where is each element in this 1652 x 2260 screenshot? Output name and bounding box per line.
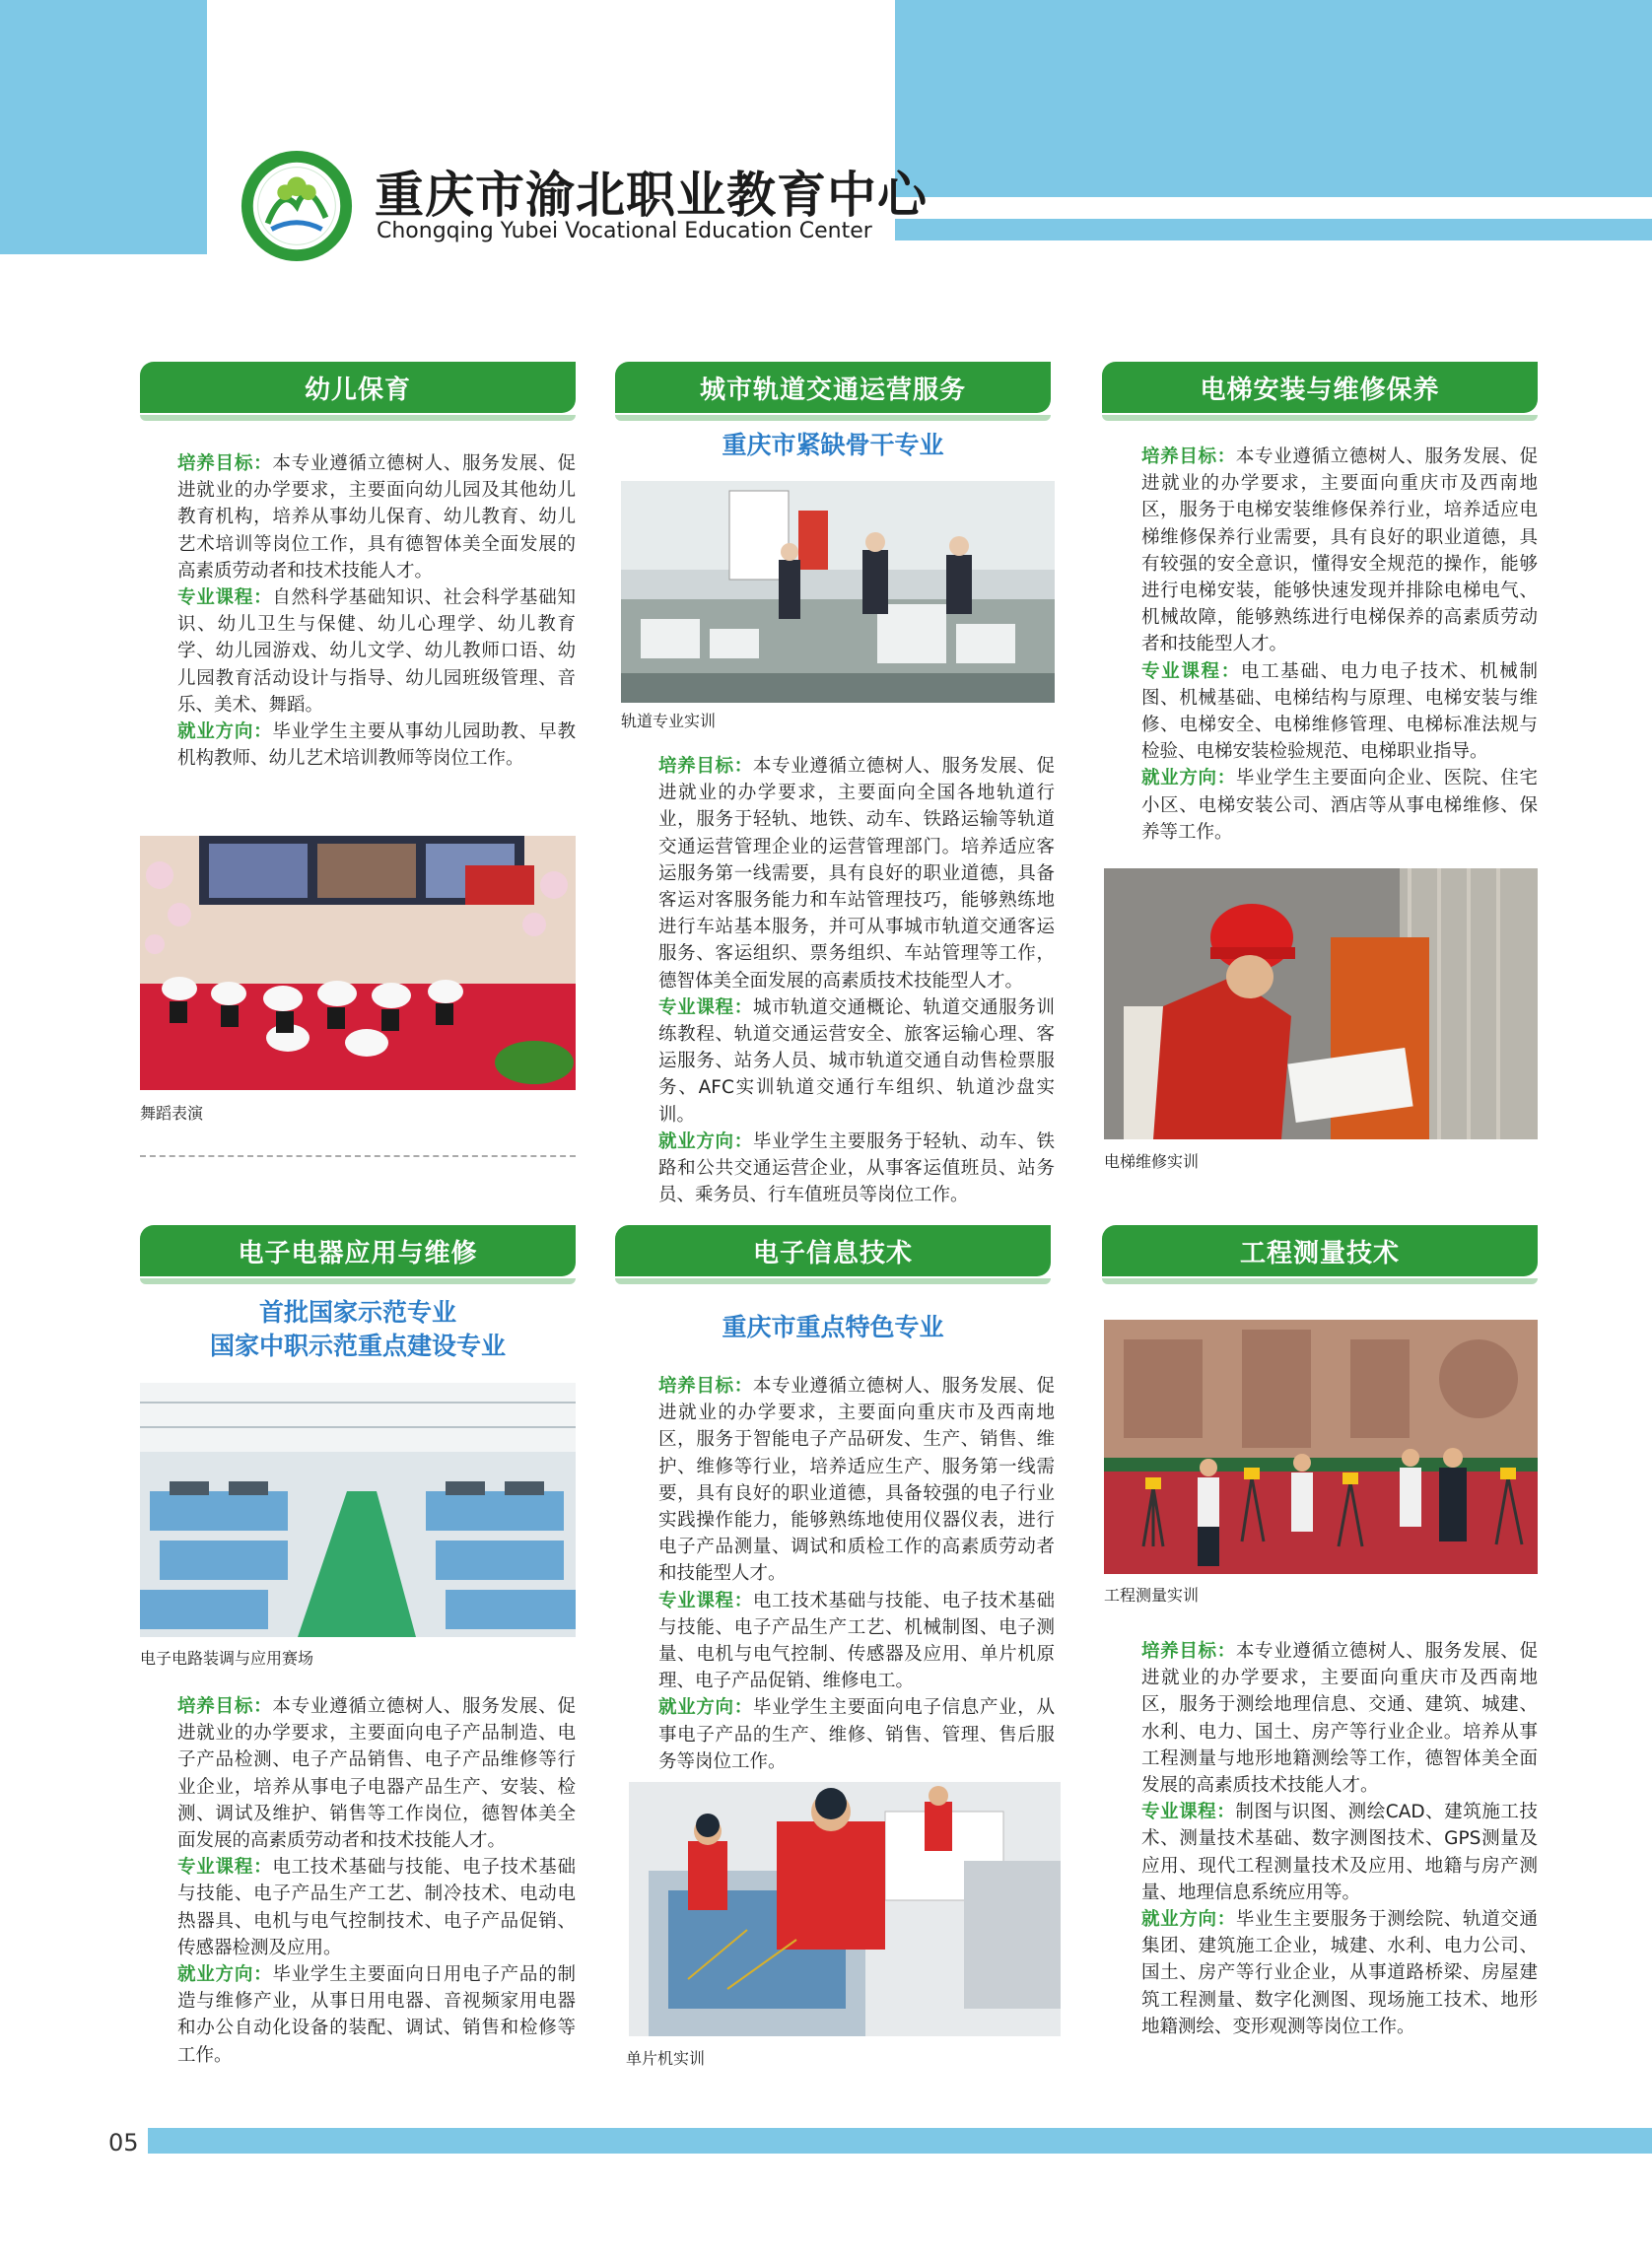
appliance-caption: 电子电路装调与应用赛场 [140, 1649, 314, 1668]
rail-job: 毕业学生主要服务于轻轨、动车、铁路和公共交通运营企业，从事客运值班员、站务员、乘务员、行车值班员等岗位工作。 [658, 1130, 1055, 1206]
preschool-goal: 本专业遵循立德树人、服务发展、促进就业的办学要求，主要面向幼儿园及其他幼儿教育机构，培养从事幼儿保育、幼儿教育、幼儿艺术培训等岗位工作，具有德智体美全面发展的高素质劳动者和技术技能人才。 [177, 453, 576, 582]
rail-text [621, 753, 1055, 1208]
appliance-course: 电工技术基础与技能、电子技术基础与技能、电子产品生产工艺、制冷技术、电动电热器具、电机与电气控制技术、电子产品促销、传感器检测及应用。 [177, 1857, 576, 1958]
survey-course: 制图与识图、测绘CAD、建筑施工技术、测量技术基础、数字测图技术、GPS测量及应用、现代工程测量技术及应用、地籍与房产测量、地理信息系统应用等。 [1141, 1802, 1538, 1903]
rail-training-photo [621, 481, 1055, 703]
survey-text [1104, 1638, 1538, 2040]
elevator-job: 毕业学生主要面向企业、医院、住宅小区、电梯安装公司、酒店等从事电梯维修、保养等工作。 [1141, 768, 1538, 843]
survey-goal: 本专业遵循立德树人、服务发展、促进就业的办学要求，主要面向重庆市及西南地区，服务于测绘地理信息、交通、建筑、城建、水利、电力、国土、房产等行业企业。培养从事工程测量与地形地籍测绘等工作，德智体美全面发展的高素质技术技能人才。 [1141, 1641, 1538, 1797]
goal-label: 培养目标： [1141, 446, 1236, 467]
divider [140, 1155, 576, 1157]
course-label: 专业课程： [177, 1857, 273, 1879]
job-label: 就业方向： [658, 1697, 753, 1719]
mcu-training-photo [629, 1782, 1061, 2036]
electronics-contest-photo [140, 1383, 576, 1637]
goal-label: 培养目标： [177, 453, 273, 474]
appliance-subtitle-1: 首批国家示范专业 [258, 1298, 456, 1327]
elevator-goal: 本专业遵循立德树人、服务发展、促进就业的办学要求，主要面向重庆市及西南地区，服务于电梯安装维修保养行业，培养适应电梯维修保养行业需要，具有良好的职业道德，具有较强的安全意识，懂得安全规范的操作，能够进行电梯安装，能够快速发现并排除电梯电气、机械故障，能够熟练进行电梯保养的高素质劳动者和技能型人才。 [1141, 446, 1538, 655]
rail-goal: 本专业遵循立德树人、服务发展、促进就业的办学要求，主要面向全国各地轨道行业，服务于轻轨、地铁、动车、铁路运输等轨道交通运营管理企业的运营管理部门。培养适应客运服务第一线需要，具有良好的职业道德，具备客运对客服务能力和车站管理技巧，能够熟练地进行车站基本服务，并可从事城市轨道交通客运服务、客运组织、票务组织、车站管理等工作，德智体美全面发展的高素质技术技能型人才。 [658, 756, 1055, 992]
course-label: 专业课程： [1141, 1802, 1236, 1823]
elevator-course: 电工基础、电力电子技术、机械制图、机械基础、电梯结构与原理、电梯安装与维修、电梯安全、电梯维修管理、电梯标准法规与检验、电梯安装检验规范、电梯职业指导。 [1141, 660, 1538, 763]
survey-training-photo [1104, 1320, 1538, 1574]
section-title-elevator: 电梯安装与维修保养 [1102, 362, 1538, 413]
goal-label: 培养目标： [1141, 1641, 1236, 1662]
rail-subtitle: 重庆市紧缺骨干专业 [722, 431, 944, 459]
elevator-text [1104, 444, 1538, 846]
goal-label: 培养目标： [658, 1376, 753, 1397]
infotech-text [621, 1373, 1055, 1775]
preschool-text [140, 450, 576, 772]
section-title-rail: 城市轨道交通运营服务 [615, 362, 1051, 413]
header-blue-stripe [895, 219, 1652, 240]
header-blue-block-right [895, 0, 1652, 197]
survey-job: 毕业生主要服务于测绘院、轨道交通集团、建筑施工企业，城建、水利、电力公司、国土、房产等行业企业，从事道路桥梁、房屋建筑工程测量、数字化测图、现场施工技术、地形地籍测绘、变形观测等岗位工作。 [1141, 1909, 1538, 2037]
goal-label: 培养目标： [177, 1696, 273, 1717]
footer-bar [148, 2128, 1652, 2154]
section-title-appliance: 电子电器应用与维修 [140, 1225, 576, 1276]
course-label: 专业课程： [177, 587, 273, 609]
section-title-infotech: 电子信息技术 [615, 1225, 1051, 1276]
section-title-survey: 工程测量技术 [1102, 1225, 1538, 1276]
section-title-preschool: 幼儿保育 [140, 362, 576, 413]
appliance-goal: 本专业遵循立德树人、服务发展、促进就业的办学要求，主要面向电子产品制造、电子产品检测、电子产品销售、电子产品维修等行业企业，培养从事电子电器产品生产、安装、检测、调试及维护、销售等工作岗位，德智体美全面发展的高素质劳动者和技术技能人才。 [177, 1696, 576, 1852]
elevator-caption: 电梯维修实训 [1104, 1152, 1200, 1171]
infotech-job: 毕业学生主要面向电子信息产业，从事电子产品的生产、维修、销售、管理、售后服务等岗位工作。 [658, 1697, 1055, 1772]
job-label: 就业方向： [658, 1130, 753, 1152]
course-label: 专业课程： [658, 1590, 753, 1611]
infotech-subtitle: 重庆市重点特色专业 [722, 1313, 944, 1341]
goal-label: 培养目标： [658, 756, 753, 777]
preschool-job: 毕业学生主要从事幼儿园助教、早教机构教师、幼儿艺术培训教师等岗位工作。 [177, 721, 576, 770]
survey-caption: 工程测量实训 [1104, 1586, 1200, 1605]
page-number: 05 [108, 2129, 139, 2157]
preschool-caption: 舞蹈表演 [140, 1104, 204, 1123]
appliance-subtitle-2: 国家中职示范重点建设专业 [209, 1332, 506, 1360]
infotech-caption: 单片机实训 [626, 2049, 706, 2068]
job-label: 就业方向： [1141, 1909, 1236, 1931]
course-label: 专业课程： [1141, 660, 1241, 682]
rail-course: 城市轨道交通概论、轨道交通服务训练教程、轨道交通运营安全、旅客运输心理、客运服务、站务人员、城市轨道交通自动售检票服务、AFC实训轨道交通行车组织、轨道沙盘实训。 [658, 996, 1055, 1126]
course-label: 专业课程： [658, 996, 753, 1018]
infotech-goal: 本专业遵循立德树人、服务发展、促进就业的办学要求，主要面向重庆市及西南地区，服务于智能电子产品研发、生产、销售、维护、维修等行业，培养适应生产、服务第一线需要，具有良好的职业道德，具备较强的电子行业实践操作能力，能够熟练地使用仪器仪表，进行电子产品测量、调试和质检工作的高素质劳动者和技能型人才。 [658, 1376, 1055, 1585]
job-label: 就业方向： [1141, 768, 1236, 789]
school-name-en: Chongqing Yubei Vocational Education Center [377, 219, 872, 243]
preschool-course: 自然科学基础知识、社会科学基础知识、幼儿卫生与保健、幼儿心理学、幼儿教育学、幼儿园游戏、幼儿文学、幼儿教师口语、幼儿园教育活动设计与指导、幼儿园班级管理、音乐、美术、舞蹈。 [177, 587, 576, 716]
appliance-text [140, 1693, 576, 2069]
appliance-job: 毕业学生主要面向日用电子产品的制造与维修产业，从事日用电器、音视频家用电器和办公自动化设备的装配、调试、销售和检修等工作。 [177, 1964, 576, 2066]
dance-performance-photo [140, 836, 576, 1090]
elevator-training-photo [1104, 868, 1538, 1139]
rail-caption: 轨道专业实训 [621, 712, 717, 730]
school-logo [239, 148, 355, 264]
header-blue-block-left [0, 0, 207, 254]
job-label: 就业方向： [177, 1964, 273, 1986]
school-name-cn: 重庆市渝北职业教育中心 [375, 167, 928, 224]
infotech-course: 电工技术基础与技能、电子技术基础与技能、电子产品生产工艺、机械制图、电子测量、电机与电气控制、传感器及应用、单片机原理、电子产品促销、维修电工。 [658, 1590, 1055, 1692]
job-label: 就业方向： [177, 721, 273, 743]
